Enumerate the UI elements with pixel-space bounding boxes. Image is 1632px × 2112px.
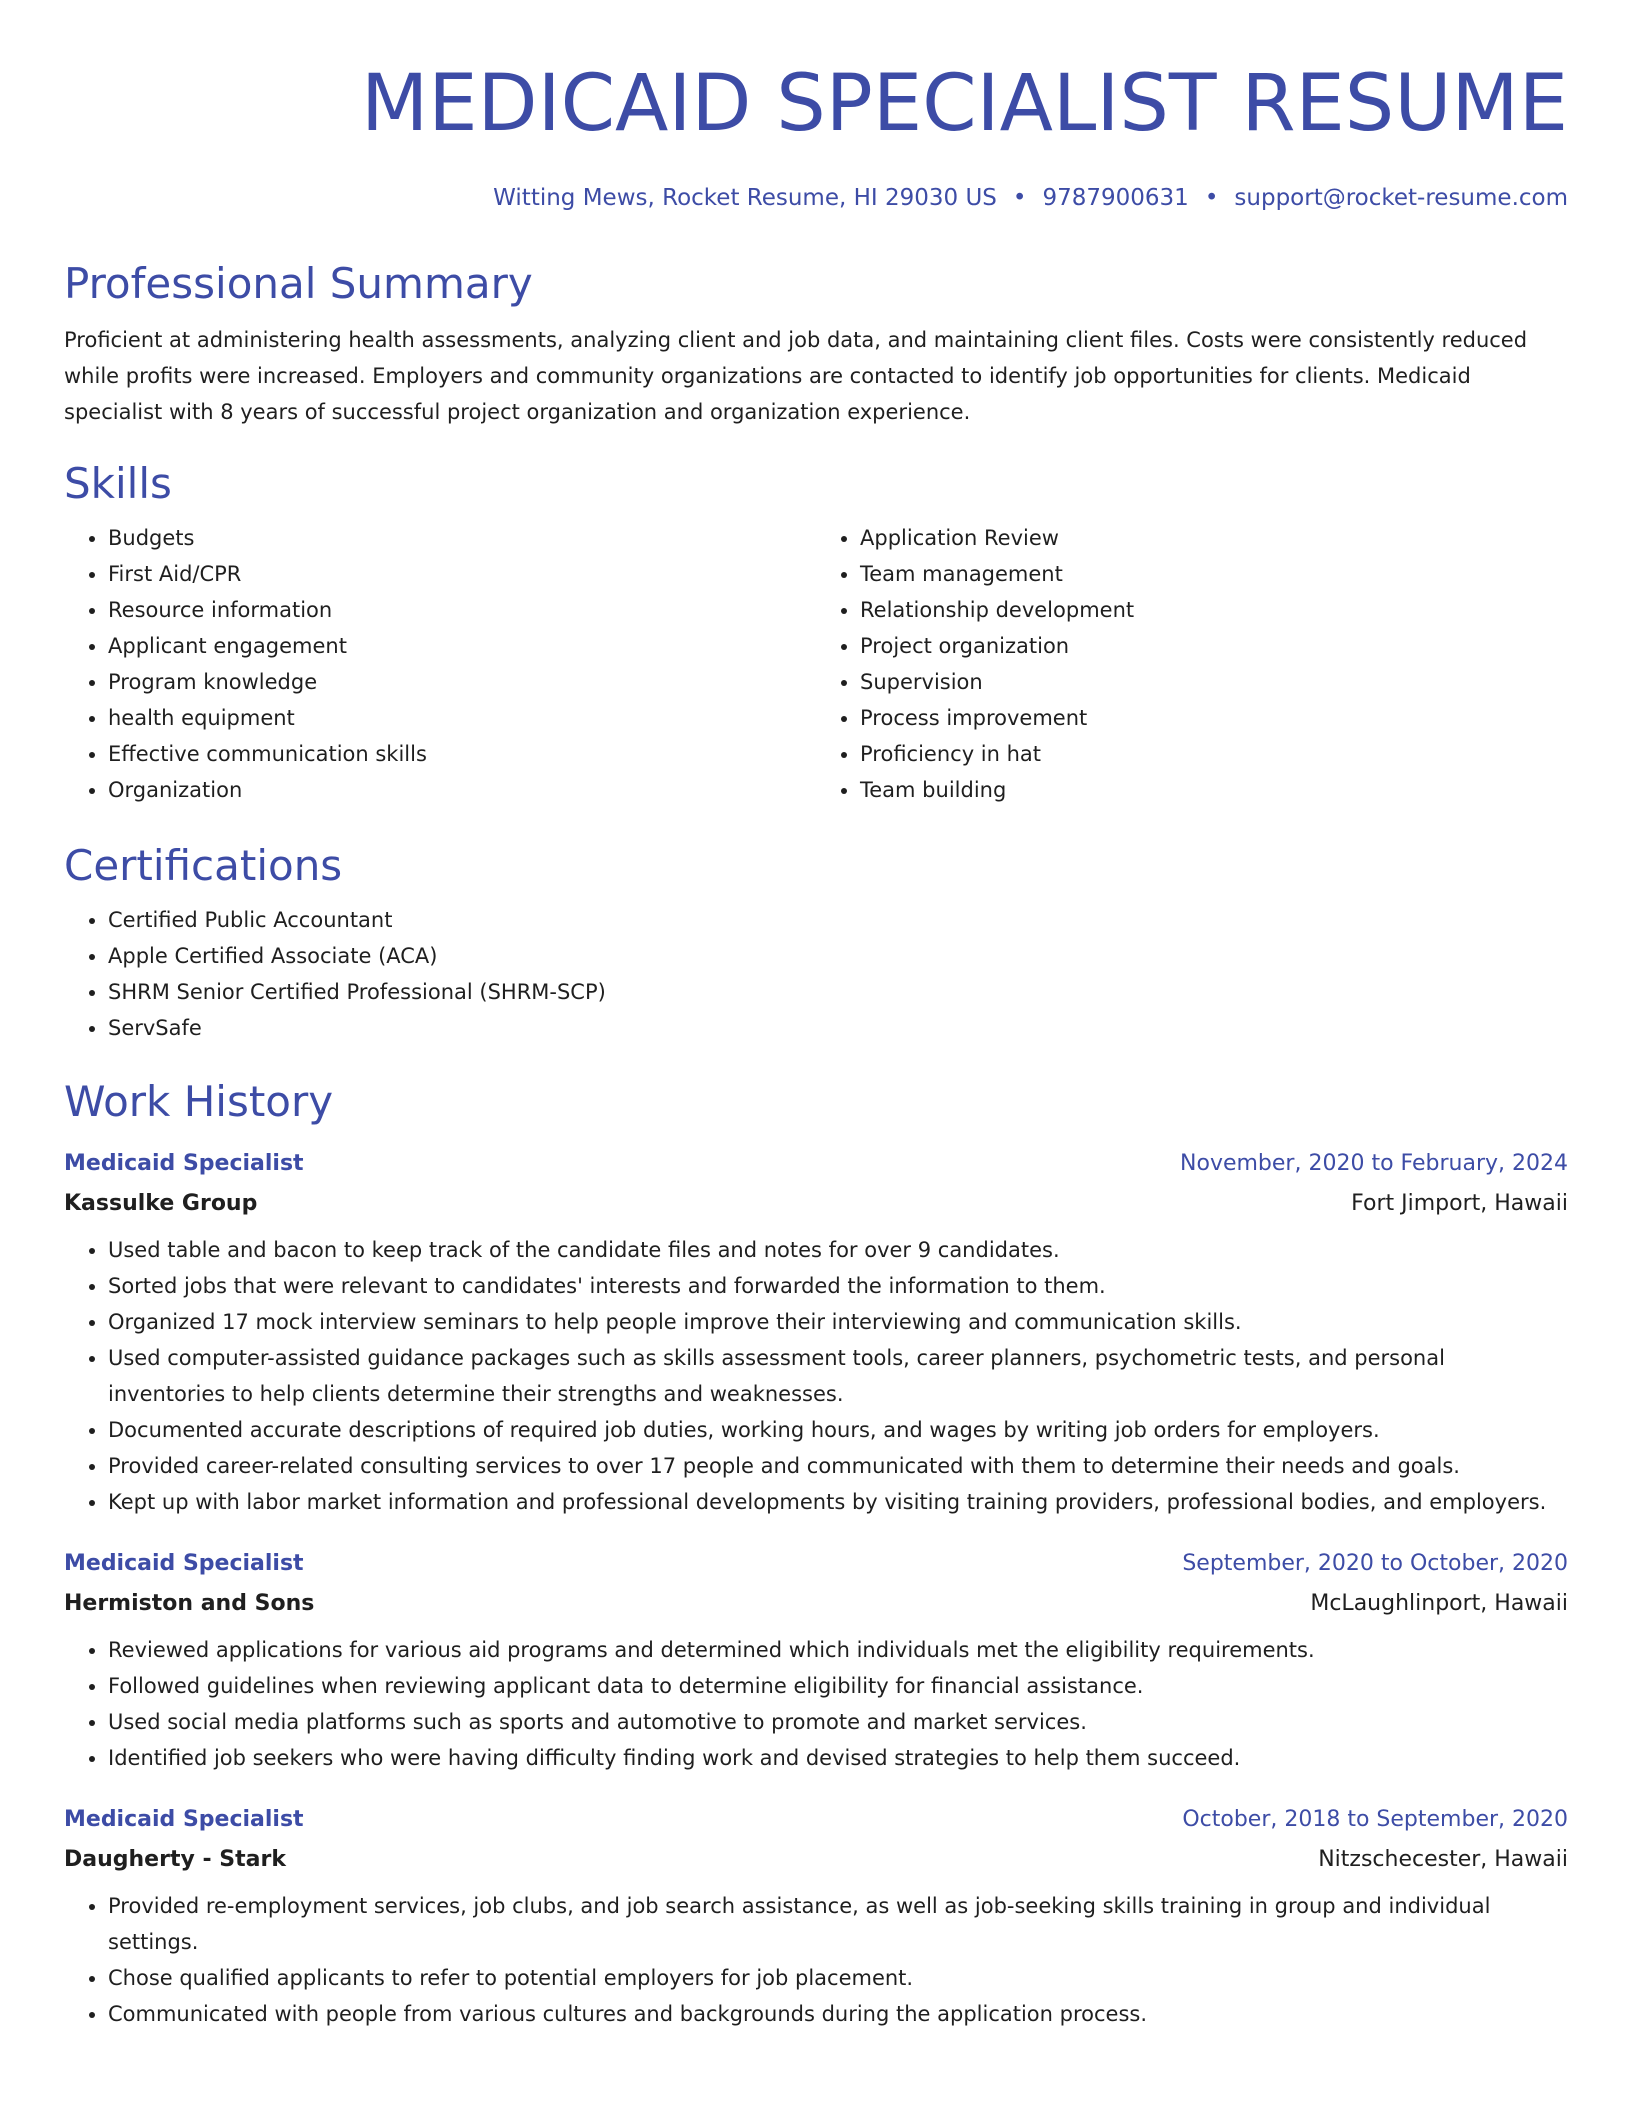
job-bullet: • Organized 17 mock interview seminars to help people improve their interviewing and communication skills. (108, 1304, 1568, 1340)
job-bullet: • Sorted jobs that were relevant to candidates' interests and forwarded the information to them. (108, 1268, 1568, 1304)
job-bullet: • Used computer-assisted guidance packages such as skills assessment tools, career planners, psychometric tests, and personal inventories to help clients determine their strengths and weaknesses. (108, 1340, 1568, 1412)
skills-grid (64, 520, 1568, 808)
skill-item: • Proficiency in hat (860, 736, 1568, 772)
job-bullet: • Identified job seekers who were having difficulty finding work and devised strategies to help them succeed. (108, 1740, 1568, 1776)
contact-address: Witting Mews, Rocket Resume, HI 29030 US (493, 185, 997, 211)
certification-item: • Apple Certified Associate (ACA) (108, 938, 1568, 974)
skill-item: • health equipment (108, 700, 816, 736)
contact-email[interactable]: support@rocket-resume.com (1234, 185, 1568, 211)
skill-item: • Application Review (860, 520, 1568, 556)
job-bullet: • Reviewed applications for various aid programs and determined which individuals met the eligibility requirements. (108, 1632, 1568, 1668)
certifications-list (64, 902, 1568, 1046)
job-bullet: • Kept up with labor market information and professional developments by visiting training providers, professional bodies, and employers. (108, 1484, 1568, 1520)
job-bullet: • Chose qualified applicants to refer to potential employers for job placement. (108, 1960, 1568, 1996)
skill-item: • Team management (860, 556, 1568, 592)
job-entry (64, 1806, 1568, 2032)
job-bullet: • Provided career-related consulting services to over 17 people and communicated with them to determine their needs and goals. (108, 1448, 1568, 1484)
skill-item: • Resource information (108, 592, 816, 628)
job-location: Fort Jimport, Hawaii (1351, 1191, 1568, 1216)
certification-item: • ServSafe (108, 1010, 1568, 1046)
skill-item: • Organization (108, 772, 816, 808)
job-company: Daugherty - Stark (64, 1847, 286, 1872)
contact-line (64, 184, 1568, 212)
skill-item: • Program knowledge (108, 664, 816, 700)
job-dates: October, 2018 to September, 2020 (1182, 1807, 1568, 1832)
job-dates: November, 2020 to February, 2024 (1180, 1151, 1568, 1176)
job-title: Medicaid Specialist (64, 1807, 304, 1832)
certification-item: • Certified Public Accountant (108, 902, 1568, 938)
summary-heading: Professional Summary (64, 259, 533, 308)
skill-item: • Effective communication skills (108, 736, 816, 772)
job-title: Medicaid Specialist (64, 1151, 304, 1176)
skills-heading: Skills (64, 459, 172, 508)
resume-title: MEDICAID SPECIALIST RESUME (360, 59, 1568, 149)
job-entry (64, 1550, 1568, 1776)
skill-item: • Applicant engagement (108, 628, 816, 664)
skill-item: • Process improvement (860, 700, 1568, 736)
job-company-row (64, 1178, 1568, 1218)
job-company-row (64, 1834, 1568, 1874)
certification-item: • SHRM Senior Certified Professional (SHRM-SCP) (108, 974, 1568, 1010)
job-bullets (64, 1888, 1568, 2032)
certifications-heading: Certifications (64, 841, 343, 890)
job-entry (64, 1150, 1568, 1520)
job-dates: September, 2020 to October, 2020 (1182, 1551, 1568, 1576)
skill-item: • Supervision (860, 664, 1568, 700)
skill-item: • Relationship development (860, 592, 1568, 628)
work-history-heading: Work History (64, 1077, 334, 1126)
job-company: Kassulke Group (64, 1191, 258, 1216)
skills-list-right (816, 520, 1568, 808)
job-company: Hermiston and Sons (64, 1591, 315, 1616)
job-company-row (64, 1578, 1568, 1618)
contact-separator: • (1012, 185, 1027, 211)
job-header-row (64, 1806, 1568, 1834)
job-bullet: • Provided re-employment services, job clubs, and job search assistance, as well as job-seeking skills training in group and individual settings. (108, 1888, 1568, 1960)
job-bullets (64, 1632, 1568, 1776)
job-title: Medicaid Specialist (64, 1551, 304, 1576)
job-bullet: • Communicated with people from various cultures and backgrounds during the application process. (108, 1996, 1568, 2032)
contact-separator: • (1204, 185, 1219, 211)
skill-item: • Budgets (108, 520, 816, 556)
contact-phone: 9787900631 (1042, 185, 1189, 211)
job-bullets (64, 1232, 1568, 1520)
job-header-row (64, 1550, 1568, 1578)
job-bullet: • Used table and bacon to keep track of the candidate files and notes for over 9 candidates. (108, 1232, 1568, 1268)
job-header-row (64, 1150, 1568, 1178)
resume-page (64, 0, 1568, 2032)
skill-item: • First Aid/CPR (108, 556, 816, 592)
skill-item: • Team building (860, 772, 1568, 808)
skill-item: • Project organization (860, 628, 1568, 664)
job-location: McLaughlinport, Hawaii (1310, 1591, 1568, 1616)
skills-list-left (64, 520, 816, 808)
job-bullet: • Documented accurate descriptions of required job duties, working hours, and wages by writing job orders for employers. (108, 1412, 1568, 1448)
job-bullet: • Followed guidelines when reviewing applicant data to determine eligibility for financial assistance. (108, 1668, 1568, 1704)
job-bullet: • Used social media platforms such as sports and automotive to promote and market services. (108, 1704, 1568, 1740)
summary-text: Proficient at administering health assessments, analyzing client and job data, and maintaining client files. Costs were consistently reduced while profits were increased. Employers and community organizations are contacted to identify job opportunities for clients. Medicaid specialist with 8 years of successful project organization and organization experience. (64, 328, 1528, 424)
job-location: Nitzschecester, Hawaii (1318, 1847, 1568, 1872)
